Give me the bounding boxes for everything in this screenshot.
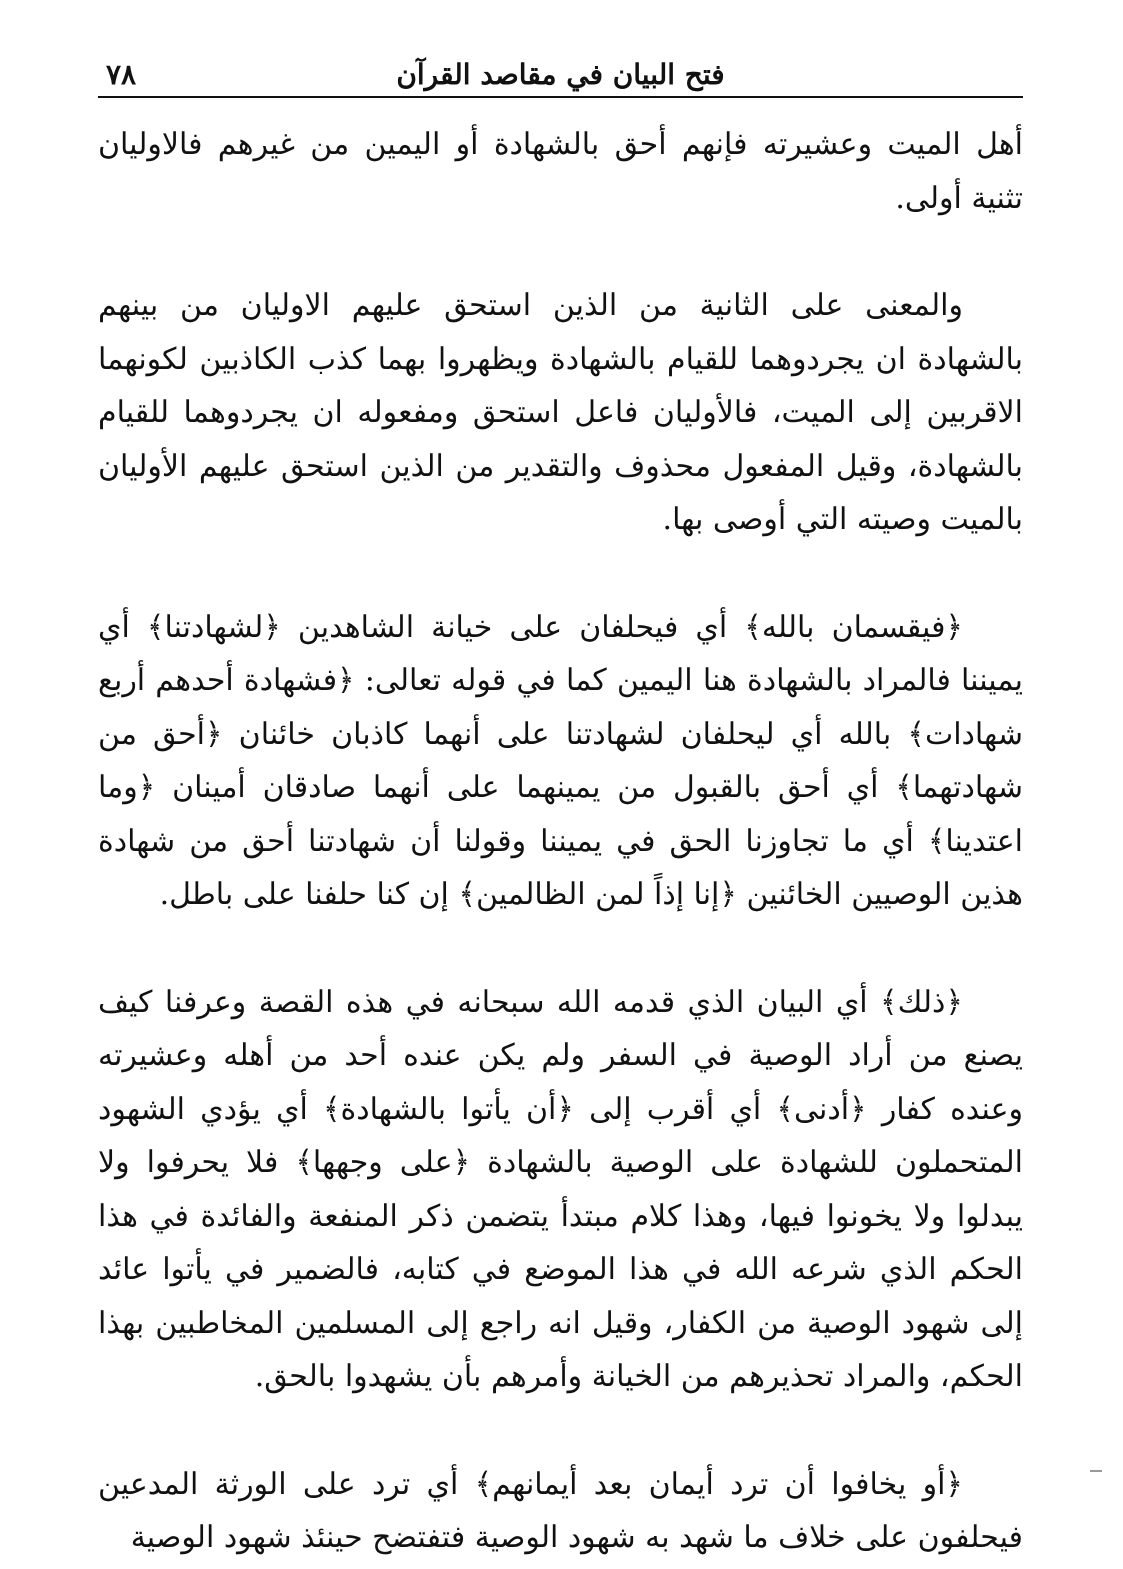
paragraph-4: ﴿ذلك﴾ أي البيان الذي قدمه الله سبحانه في هذه القصة وعرفنا كيف يصنع من أراد الوصية في السفر ولم يكن عنده أحد من أهله وعشيرته وعنده كفار ﴿أدنى﴾ أي أقرب إلى ﴿أن يأتوا بالشهادة﴾ أي يؤدي الشهود المتحملون للشهادة على الوصية بالشهادة ﴿على وجهها﴾ فلا يحرفوا ولا يبدلوا ولا يخونوا فيها، وهذا كلام مبتدأ يتضمن ذكر المنفعة والفائدة في هذا الحكم الذي شرعه الله في هذا الموضع في كتابه، فالضمير في يأتوا عائد إلى شهود الوصية من الكفار، وقيل انه راجع إلى المسلمين المخاطبين بهذا الحكم، والمراد تحذيرهم من الخيانة وأمرهم بأن يشهدوا بالحق. <box>98 984 1023 1394</box>
paragraph-5: ﴿أو يخافوا أن ترد أيمان بعد أيمانهم﴾ أي ترد على الورثة المدعين فيحلفون على خلاف ما شهد به شهود الوصية فتفتضح حينئذ شهود الوصية <box>98 1466 1023 1555</box>
paragraph-2: والمعنى على الثانية من الذين استحق عليهم الاوليان من بينهم بالشهادة ان يجردوهما للقيام بالشهادة ويظهروا بهما كذب الكاذبين لكونهما الاقربين إلى الميت، فالأوليان فاعل استحق ومفعوله ان يجردوهما للقيام بالشهادة، وقيل المفعول محذوف والتقدير من الذين استحق عليهم الأوليان بالميت وصيته التي أوصى بها. <box>98 288 1024 537</box>
page-number: ٧٨ <box>106 58 137 91</box>
page-header <box>98 52 1023 98</box>
paragraph-3: ﴿فيقسمان بالله﴾ أي فيحلفان على خيانة الشاهدين ﴿لشهادتنا﴾ أي يميننا فالمراد بالشهادة هنا اليمين كما في قوله تعالى: ﴿فشهادة أحدهم أربع شهادات﴾ بالله أي ليحلفان لشهادتنا على أنهما كاذبان خائنان ﴿أحق من شهادتهما﴾ أي أحق بالقبول من يمينهما على أنهما صادقان أمينان ﴿وما اعتدينا﴾ أي ما تجاوزنا الحق في يميننا وقولنا أن شهادتنا أحق من شهادة هذين الوصيين الخائنين ﴿إنا إذاً لمن الظالمين﴾ إن كنا حلفنا على باطل. <box>98 609 1023 912</box>
page-body <box>98 118 1023 1565</box>
paragraph-1: أهل الميت وعشيرته فإنهم أحق بالشهادة أو اليمين من غيرهم فالاوليان تثنية أولى. <box>98 127 1023 216</box>
running-title: فتح البيان في مقاصد القرآن <box>396 58 725 91</box>
scan-edge-mark <box>1090 1470 1102 1472</box>
